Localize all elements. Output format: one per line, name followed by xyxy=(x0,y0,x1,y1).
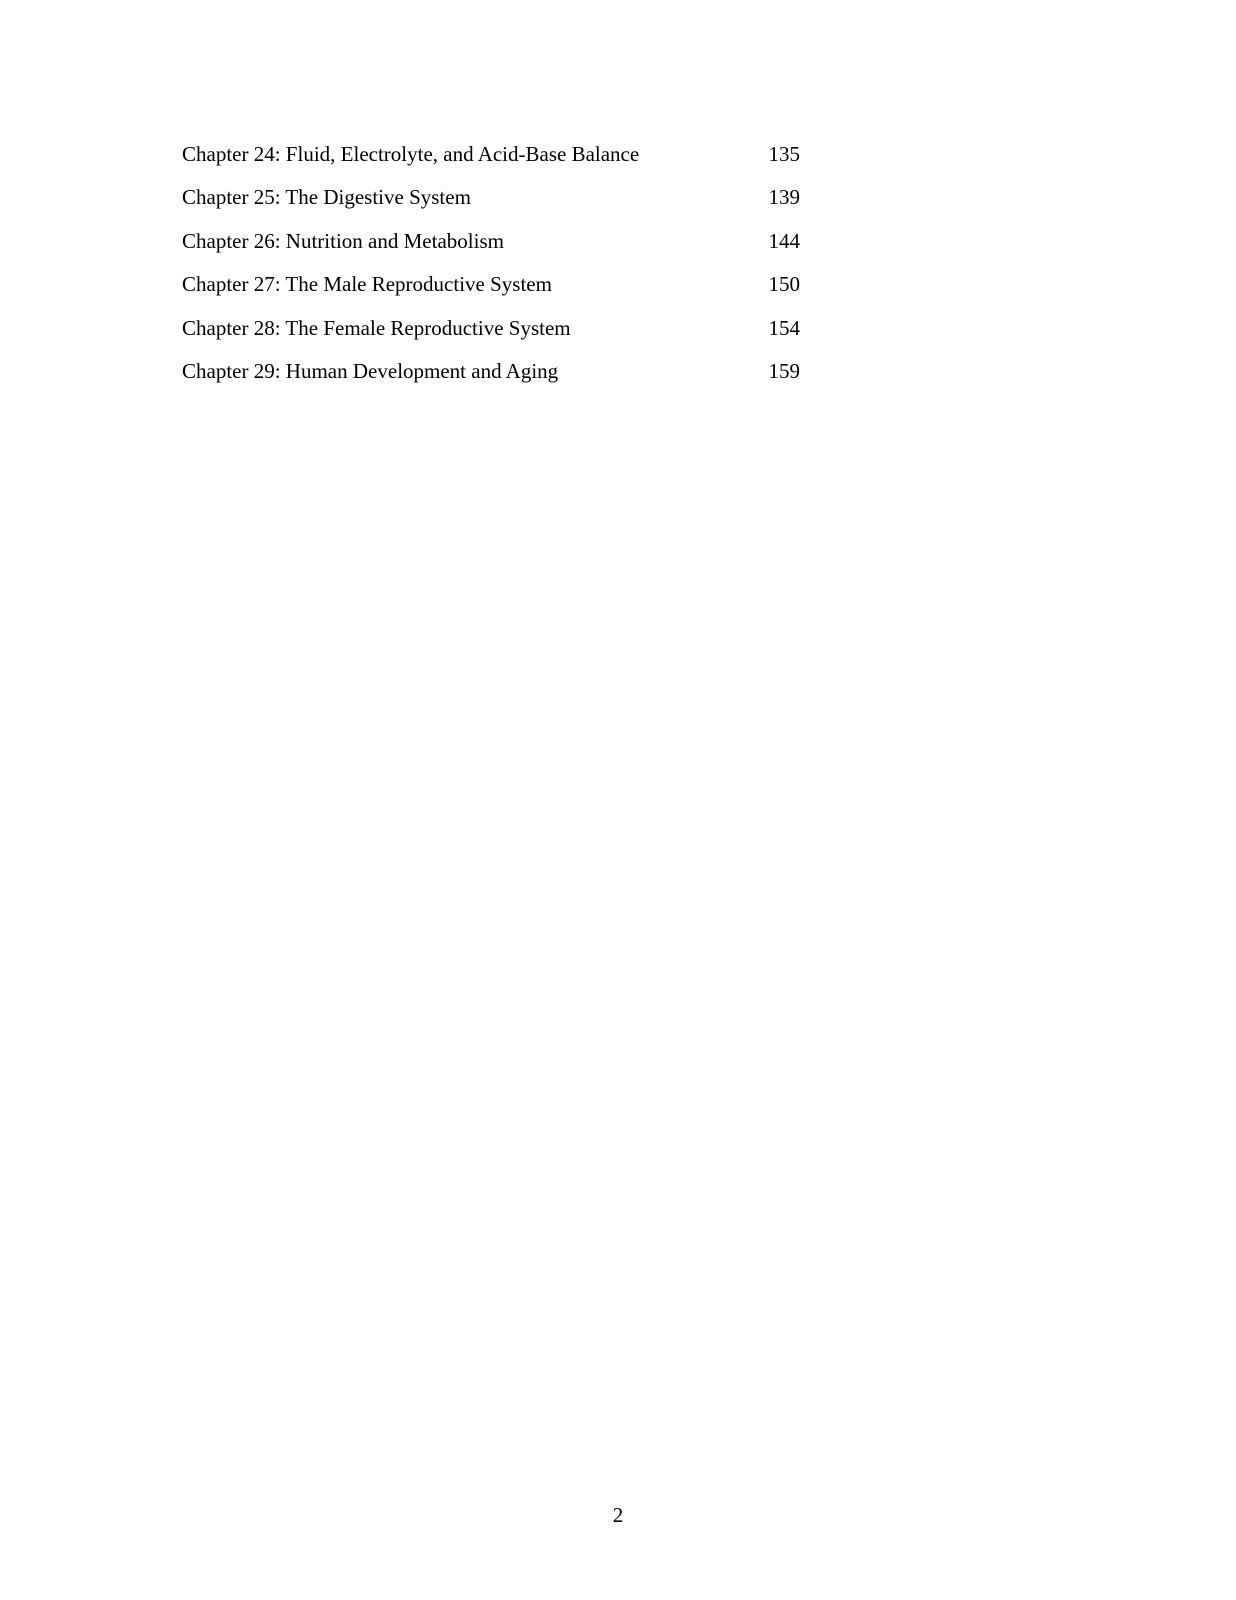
toc-entry-title: Chapter 29: Human Development and Aging xyxy=(182,358,559,383)
toc-entry-chapter-29[interactable] xyxy=(182,358,802,401)
toc-entry-page: 139 xyxy=(768,185,800,210)
toc-entry-chapter-26[interactable] xyxy=(182,228,802,271)
toc-entry-chapter-25[interactable] xyxy=(182,184,802,227)
toc-entry-page: 144 xyxy=(768,228,800,253)
toc-entry-page: 154 xyxy=(768,315,800,340)
toc-entry-chapter-27[interactable] xyxy=(182,271,802,314)
table-of-contents xyxy=(182,141,802,401)
toc-entry-chapter-28[interactable] xyxy=(182,315,802,358)
toc-entry-page: 135 xyxy=(768,142,800,166)
toc-entry-title: Chapter 24: Fluid, Electrolyte, and Acid-Base Balance xyxy=(182,142,640,166)
toc-entry-chapter-24[interactable] xyxy=(182,141,802,184)
toc-entry-page: 150 xyxy=(768,272,800,297)
toc-entry-title: Chapter 26: Nutrition and Metabolism xyxy=(182,228,504,253)
page-number: 2 xyxy=(612,1503,624,1527)
toc-entry-title: Chapter 27: The Male Reproductive System xyxy=(182,272,552,297)
toc-entry-title: Chapter 28: The Female Reproductive System xyxy=(182,315,571,340)
toc-entry-page: 159 xyxy=(768,358,800,383)
toc-entry-title: Chapter 25: The Digestive System xyxy=(182,185,471,210)
